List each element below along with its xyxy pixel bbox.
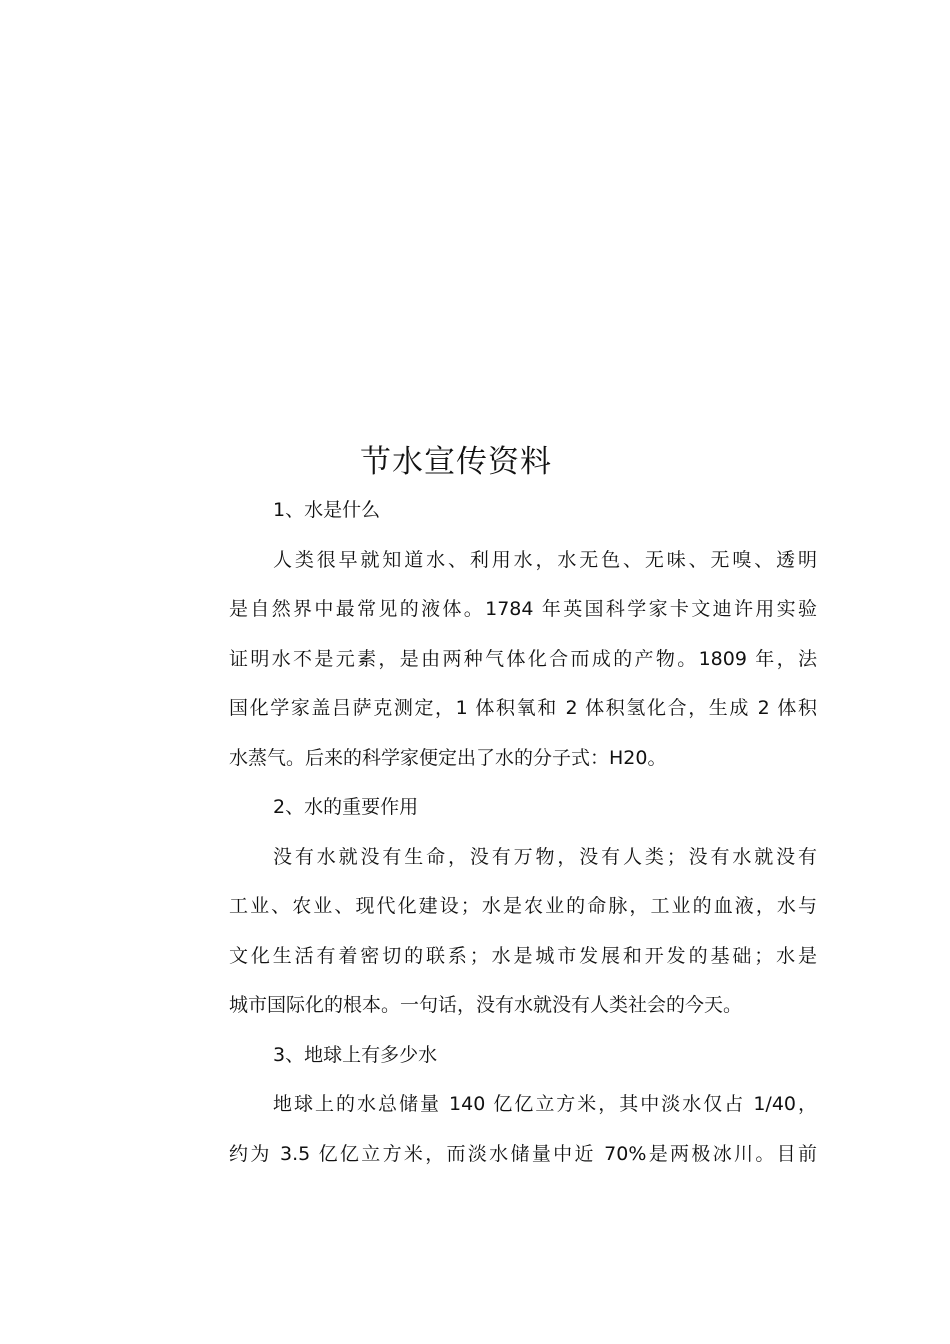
paragraph-line: 证明水不是元素，是由两种气体化合而成的产物。1809 年，法 [229, 647, 817, 670]
section-heading: 1、水是什么 [273, 499, 381, 521]
paragraph-line: 约为 3.5 亿亿立方米，而淡水储量中近 70%是两极冰川。目前 [229, 1142, 817, 1165]
paragraph-line: 没有水就没有生命，没有万物，没有人类；没有水就没有 [273, 845, 817, 868]
paragraph-line: 水蒸气。后来的科学家便定出了水的分子式：H20。 [229, 746, 667, 769]
paragraph-line: 工业、农业、现代化建设；水是农业的命脉，工业的血液，水与 [229, 895, 817, 917]
section-heading: 2、水的重要作用 [273, 796, 419, 818]
paragraph-line: 文化生活有着密切的联系；水是城市发展和开发的基础；水是 [229, 944, 817, 967]
document-body [229, 486, 817, 1179]
section-paragraph [229, 1080, 817, 1179]
section-paragraph [229, 833, 817, 1031]
paragraph-line: 是自然界中最常见的液体。1784 年英国科学家卡文迪许用实验 [229, 598, 817, 620]
section-paragraph [229, 536, 817, 784]
paragraph-line: 人类很早就知道水、利用水，水无色、无味、无嗅、透明 [273, 548, 817, 571]
document-title: 节水宣传资料 [360, 444, 552, 480]
paragraph-line: 国化学家盖吕萨克测定，1 体积氧和 2 体积氢化合，生成 2 体积 [229, 697, 817, 719]
paragraph-line: 地球上的水总储量 140 亿亿立方米，其中淡水仅占 1/40， [273, 1093, 817, 1115]
paragraph-line: 城市国际化的根本。一句话，没有水就没有人类社会的今天。 [229, 994, 743, 1016]
section-heading: 3、地球上有多少水 [273, 1043, 438, 1066]
